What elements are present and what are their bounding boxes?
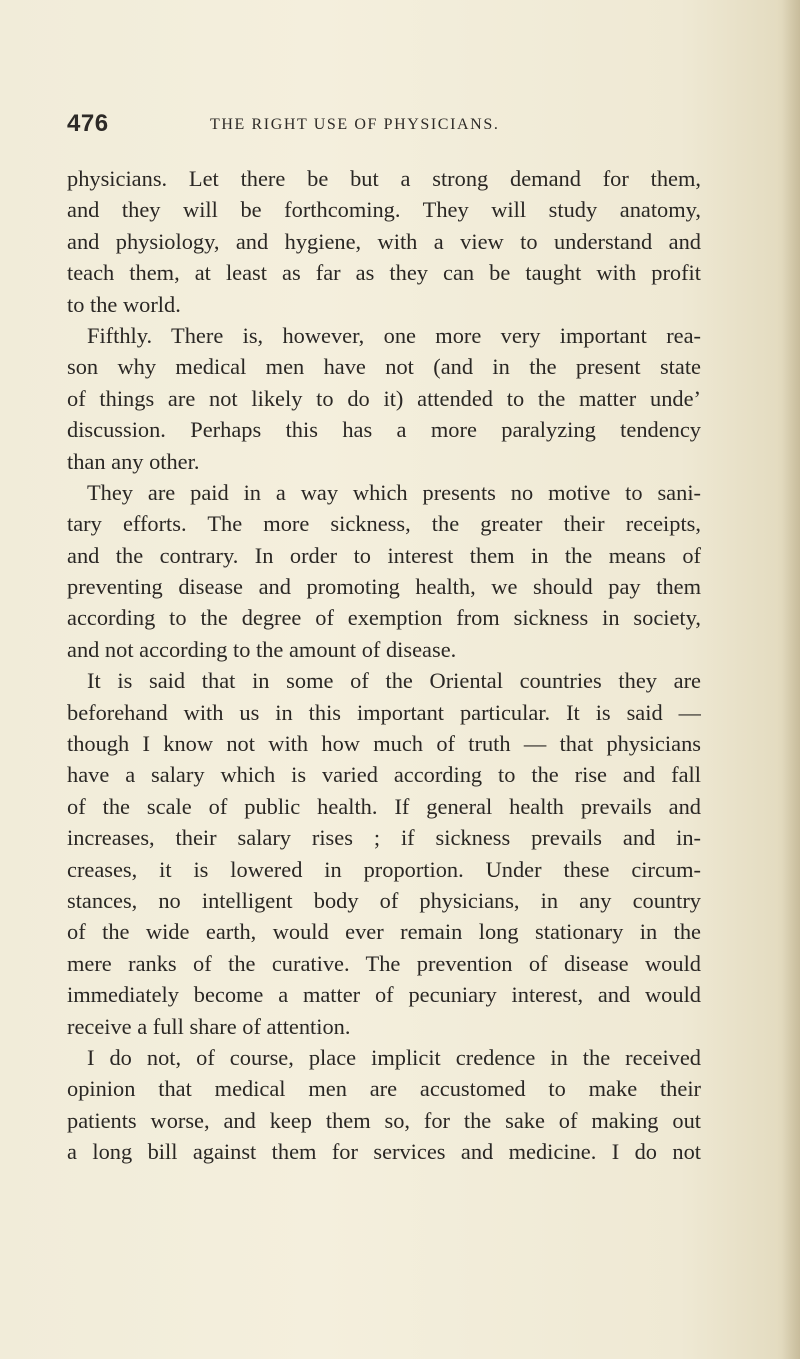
- text-line: to the world.: [67, 291, 181, 317]
- text-line: discussion. Perhaps this has a more paralyzing tendency: [67, 417, 701, 443]
- text-line: mere ranks of the curative. The prevention of disease would: [67, 950, 701, 976]
- text-line: stances, no intelligent body of physicians, in any country: [67, 887, 701, 913]
- text-line: opinion that medical men are accustomed to make their: [67, 1076, 701, 1102]
- text-line: receive a full share of attention.: [67, 1013, 351, 1039]
- text-line: They are paid in a way which presents no motive to sani-: [87, 479, 701, 505]
- text-line: increases, their salary rises ; if sickness prevails and in-: [67, 825, 701, 851]
- page-number: 476: [67, 110, 109, 137]
- text-line: creases, it is lowered in proportion. Under these circum-: [67, 856, 701, 882]
- text-line: and they will be forthcoming. They will study anatomy,: [67, 197, 701, 223]
- page-header: [67, 110, 697, 142]
- text-line: It is said that in some of the Oriental countries they are: [87, 668, 701, 694]
- text-line: and not according to the amount of disease.: [67, 636, 457, 662]
- text-line: physicians. Let there be but a strong demand for them,: [67, 166, 701, 191]
- text-line: a long bill against them for services and medicine. I do not: [67, 1139, 701, 1165]
- text-line: than any other.: [67, 448, 200, 474]
- body-text: [67, 163, 701, 1168]
- text-line: patients worse, and keep them so, for the sake of making out: [67, 1107, 701, 1133]
- text-line: of the wide earth, would ever remain long stationary in the: [67, 919, 701, 945]
- text-line: and physiology, and hygiene, with a view to understand and: [67, 228, 701, 254]
- text-line: of the scale of public health. If general health prevails and: [67, 793, 701, 819]
- text-line: I do not, of course, place implicit credence in the received: [87, 1044, 701, 1070]
- text-line: son why medical men have not (and in the present state: [67, 354, 701, 380]
- text-line: preventing disease and promoting health, we should pay them: [67, 574, 701, 600]
- text-line: Fifthly. There is, however, one more very important rea-: [87, 322, 701, 348]
- page-edge-shadow: [782, 0, 800, 1359]
- text-line: and the contrary. In order to interest them in the means of: [67, 542, 701, 568]
- text-line: beforehand with us in this important particular. It is said —: [67, 699, 701, 725]
- running-head: THE RIGHT USE OF PHYSICIANS.: [210, 116, 500, 133]
- text-line: immediately become a matter of pecuniary interest, and would: [67, 982, 701, 1008]
- text-line: though I know not with how much of truth — that physicians: [67, 731, 701, 757]
- text-line: teach them, at least as far as they can be taught with profit: [67, 260, 701, 286]
- text-line: tary efforts. The more sickness, the greater their receipts,: [67, 511, 701, 537]
- text-line: according to the degree of exemption from sickness in society,: [67, 605, 701, 631]
- text-line: of things are not likely to do it) attended to the matter unde’: [67, 385, 701, 411]
- text-line: have a salary which is varied according to the rise and fall: [67, 762, 701, 788]
